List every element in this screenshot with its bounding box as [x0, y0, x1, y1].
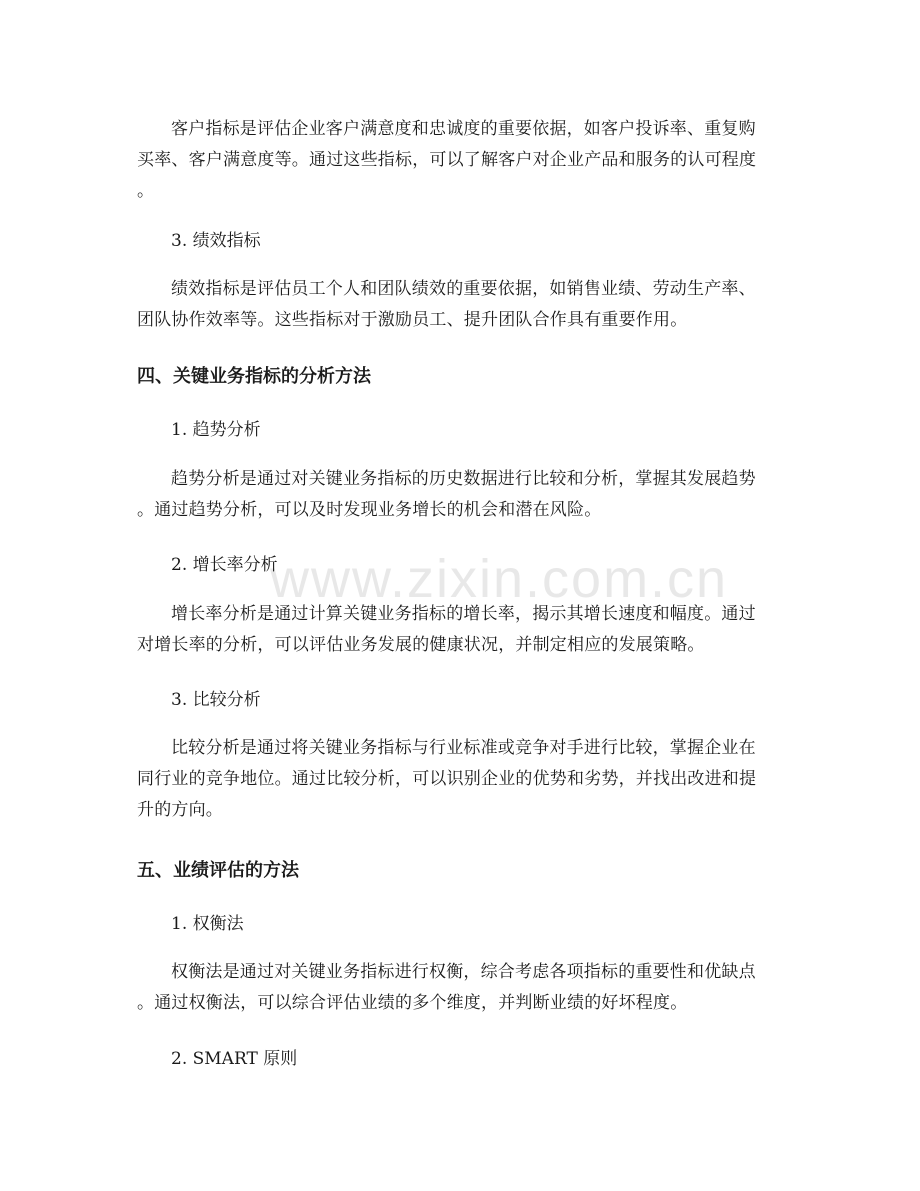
list-item-trend-analysis: 1. 趋势分析 [171, 420, 261, 440]
text-line: 比较分析是通过将关键业务指标与行业标准或竞争对手进行比较，掌握企业在 [171, 738, 756, 758]
paragraph-comparison-analysis [137, 733, 797, 826]
section-heading-analysis-methods: 四、关键业务指标的分析方法 [137, 366, 371, 387]
paragraph-performance-metrics [137, 274, 797, 336]
text-line: 趋势分析是通过对关键业务指标的历史数据进行比较和分析，掌握其发展趋势 [171, 469, 756, 489]
paragraph-trend-analysis [137, 464, 797, 526]
list-item-performance-metrics: 3. 绩效指标 [171, 231, 261, 251]
text-line: 同行业的竞争地位。通过比较分析，可以识别企业的优势和劣势，并找出改进和提 [137, 769, 757, 789]
text-line: 增长率分析是通过计算关键业务指标的增长率，揭示其增长速度和幅度。通过 [171, 604, 756, 624]
text-line: 客户指标是评估企业客户满意度和忠诚度的重要依据，如客户投诉率、重复购 [171, 119, 756, 139]
paragraph-weighing-method [137, 957, 797, 1019]
text-line: 绩效指标是评估员工个人和团队绩效的重要依据，如销售业绩、劳动生产率、 [171, 279, 756, 299]
text-line: 。 [137, 181, 155, 201]
section-heading-evaluation-methods: 五、业绩评估的方法 [137, 860, 299, 881]
list-item-growth-analysis: 2. 增长率分析 [171, 555, 278, 575]
text-line: 权衡法是通过对关键业务指标进行权衡，综合考虑各项指标的重要性和优缺点 [171, 962, 756, 982]
watermark: www.zixin.com.cn [270, 549, 729, 609]
paragraph-growth-analysis [137, 599, 797, 661]
text-line: 对增长率的分析，可以评估业务发展的健康状况，并制定相应的发展策略。 [137, 635, 705, 655]
list-item-smart-principle: 2. SMART 原则 [171, 1049, 298, 1069]
paragraph-customer-metrics [137, 114, 797, 207]
text-line: 。通过权衡法，可以综合评估业绩的多个维度，并判断业绩的好坏程度。 [137, 993, 688, 1013]
text-line: 买率、客户满意度等。通过这些指标，可以了解客户对企业产品和服务的认可程度 [137, 150, 757, 170]
list-item-comparison-analysis: 3. 比较分析 [171, 690, 261, 710]
text-line: 升的方向。 [137, 800, 223, 820]
text-line: 团队协作效率等。这些指标对于激励员工、提升团队合作具有重要作用。 [137, 310, 688, 330]
list-item-weighing-method: 1. 权衡法 [171, 914, 244, 934]
text-line: 。通过趋势分析，可以及时发现业务增长的机会和潜在风险。 [137, 500, 602, 520]
